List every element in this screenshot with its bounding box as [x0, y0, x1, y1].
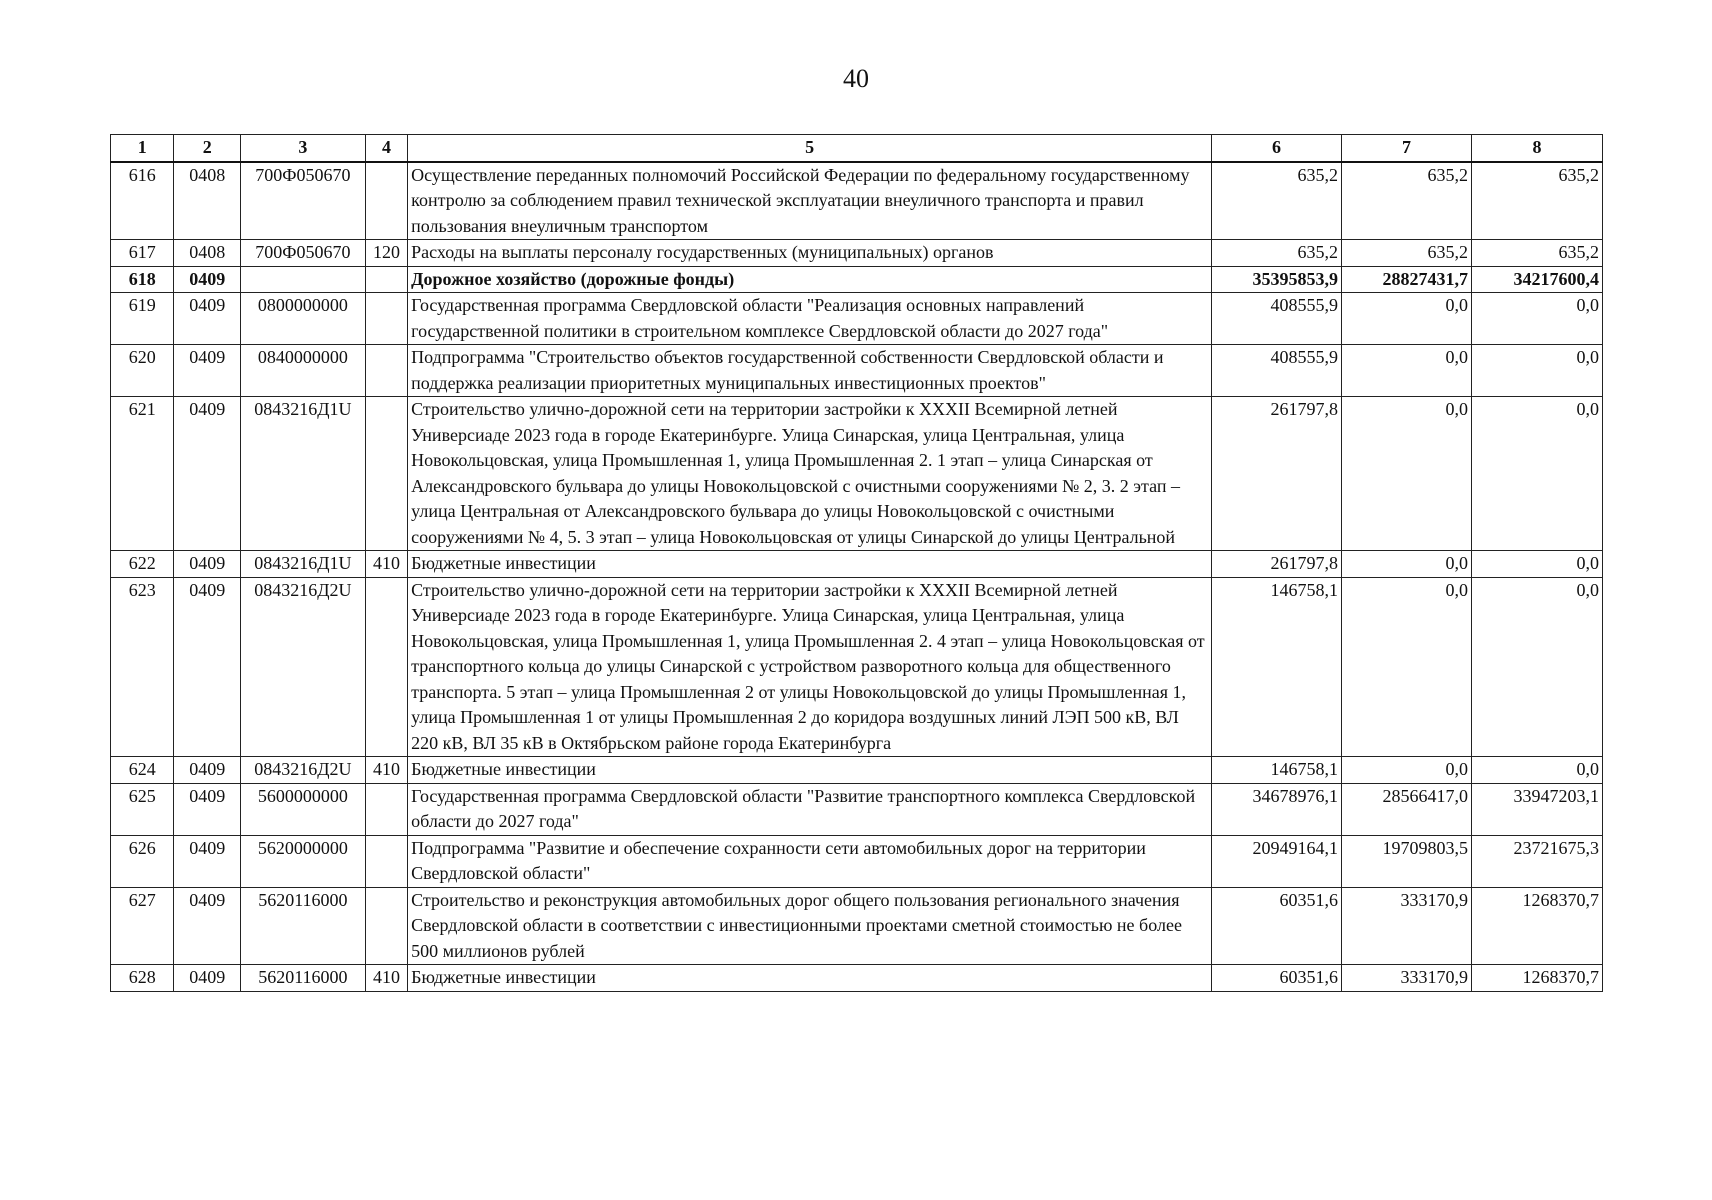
- amount-col8-cell: 34217600,4: [1471, 266, 1602, 293]
- column-header-1: 1: [111, 135, 174, 162]
- column-header-2: 2: [174, 135, 240, 162]
- amount-col6-cell: 261797,8: [1212, 397, 1342, 551]
- expense-type-cell: [365, 162, 407, 240]
- amount-col6-cell: 408555,9: [1212, 345, 1342, 397]
- table-row: [111, 783, 1603, 835]
- description-cell: Государственная программа Свердловской области "Развитие транспортного комплекса Свердловской области до 2027 года": [408, 783, 1212, 835]
- section-code-cell: 0408: [174, 162, 240, 240]
- amount-col7-cell: 28827431,7: [1342, 266, 1472, 293]
- description-cell: Строительство улично-дорожной сети на территории застройки к XXXII Всемирной летней Универсиаде 2023 года в городе Екатеринбурге. Улица Синарская, улица Центральная, улица Новокольцовская, улица Промышленная 1, улица Промышленная 2. 4 этап – улица Новокольцовская от транспортного кольца до улицы Синарской с устройством разворотного кольца для общественного транспорта. 5 этап – улица Промышленная 2 от улицы Новокольцовской до улицы Промышленная 1, улица Промышленная 1 от улицы Промышленная 2 до коридора воздушных линий ЛЭП 500 кВ, ВЛ 220 кВ, ВЛ 35 кВ в Октябрьском районе города Екатеринбурга: [408, 577, 1212, 757]
- column-header-6: 6: [1212, 135, 1342, 162]
- row-number-cell: 616: [111, 162, 174, 240]
- expense-type-cell: [365, 887, 407, 965]
- amount-col7-cell: 333170,9: [1342, 965, 1472, 992]
- expense-type-cell: [365, 397, 407, 551]
- target-article-cell: 5620116000: [240, 965, 365, 992]
- table-row: [111, 345, 1603, 397]
- column-header-5: 5: [408, 135, 1212, 162]
- expense-type-cell: [365, 835, 407, 887]
- description-cell: Дорожное хозяйство (дорожные фонды): [408, 266, 1212, 293]
- amount-col8-cell: 0,0: [1471, 345, 1602, 397]
- description-cell: Строительство улично-дорожной сети на территории застройки к XXXII Всемирной летней Универсиаде 2023 года в городе Екатеринбурге. Улица Синарская, улица Центральная, улица Новокольцовская, улица Промышленная 1, улица Промышленная 2. 1 этап – улица Синарская от Александровского бульвара до улицы Новокольцовской с очистными сооружениями № 2, 3. 2 этап – улица Центральная от Александровского бульвара до улицы Новокольцовской с очистными сооружениями № 4, 5. 3 этап – улица Новокольцовская от улицы Синарской до улицы Центральной: [408, 397, 1212, 551]
- amount-col8-cell: 23721675,3: [1471, 835, 1602, 887]
- section-code-cell: 0409: [174, 783, 240, 835]
- amount-col8-cell: 0,0: [1471, 757, 1602, 784]
- row-number-cell: 626: [111, 835, 174, 887]
- description-cell: Подпрограмма "Строительство объектов государственной собственности Свердловской области и поддержка реализации приоритетных муниципальных инвестиционных проектов": [408, 345, 1212, 397]
- page-number: 40: [843, 64, 869, 93]
- target-article-cell: 5600000000: [240, 783, 365, 835]
- amount-col7-cell: 28566417,0: [1342, 783, 1472, 835]
- amount-col7-cell: 0,0: [1342, 397, 1472, 551]
- description-cell: Бюджетные инвестиции: [408, 965, 1212, 992]
- amount-col8-cell: 1268370,7: [1471, 887, 1602, 965]
- amount-col6-cell: 635,2: [1212, 240, 1342, 267]
- expense-type-cell: 410: [365, 965, 407, 992]
- section-code-cell: 0409: [174, 887, 240, 965]
- amount-col8-cell: 635,2: [1471, 240, 1602, 267]
- row-number-cell: 619: [111, 293, 174, 345]
- section-code-cell: 0409: [174, 551, 240, 578]
- target-article-cell: 0840000000: [240, 345, 365, 397]
- target-article-cell: 0843216Д1U: [240, 551, 365, 578]
- description-cell: Бюджетные инвестиции: [408, 551, 1212, 578]
- row-number-cell: 621: [111, 397, 174, 551]
- expense-type-cell: 120: [365, 240, 407, 267]
- section-code-cell: 0409: [174, 293, 240, 345]
- section-code-cell: 0409: [174, 757, 240, 784]
- amount-col7-cell: 0,0: [1342, 551, 1472, 578]
- column-header-3: 3: [240, 135, 365, 162]
- amount-col7-cell: 19709803,5: [1342, 835, 1472, 887]
- table-row: [111, 551, 1603, 578]
- target-article-cell: 0843216Д2U: [240, 577, 365, 757]
- section-code-cell: 0409: [174, 965, 240, 992]
- amount-col6-cell: 60351,6: [1212, 965, 1342, 992]
- row-number-cell: 624: [111, 757, 174, 784]
- amount-col6-cell: 261797,8: [1212, 551, 1342, 578]
- section-code-cell: 0409: [174, 835, 240, 887]
- amount-col6-cell: 35395853,9: [1212, 266, 1342, 293]
- section-code-cell: 0409: [174, 397, 240, 551]
- amount-col6-cell: 408555,9: [1212, 293, 1342, 345]
- amount-col7-cell: 333170,9: [1342, 887, 1472, 965]
- target-article-cell: 5620116000: [240, 887, 365, 965]
- target-article-cell: 700Ф050670: [240, 162, 365, 240]
- amount-col7-cell: 635,2: [1342, 240, 1472, 267]
- amount-col7-cell: 0,0: [1342, 577, 1472, 757]
- description-cell: Подпрограмма "Развитие и обеспечение сохранности сети автомобильных дорог на территории Свердловской области": [408, 835, 1212, 887]
- row-number-cell: 627: [111, 887, 174, 965]
- target-article-cell: 0843216Д1U: [240, 397, 365, 551]
- expense-type-cell: 410: [365, 757, 407, 784]
- description-cell: Осуществление переданных полномочий Российской Федерации по федеральному государственному контролю за соблюдением правил технической эксплуатации внеуличного транспорта и правил пользования внеуличным транспортом: [408, 162, 1212, 240]
- table-row: [111, 577, 1603, 757]
- expense-type-cell: [365, 345, 407, 397]
- row-number-cell: 625: [111, 783, 174, 835]
- table-row: [111, 293, 1603, 345]
- row-number-cell: 617: [111, 240, 174, 267]
- target-article-cell: 0843216Д2U: [240, 757, 365, 784]
- amount-col6-cell: 146758,1: [1212, 757, 1342, 784]
- amount-col7-cell: 0,0: [1342, 757, 1472, 784]
- column-header-4: 4: [365, 135, 407, 162]
- amount-col8-cell: 0,0: [1471, 551, 1602, 578]
- expense-type-cell: [365, 293, 407, 345]
- expense-type-cell: 410: [365, 551, 407, 578]
- expense-type-cell: [365, 266, 407, 293]
- table-row: [111, 266, 1603, 293]
- amount-col8-cell: 1268370,7: [1471, 965, 1602, 992]
- column-header-7: 7: [1342, 135, 1472, 162]
- section-code-cell: 0409: [174, 345, 240, 397]
- row-number-cell: 623: [111, 577, 174, 757]
- table-row: [111, 835, 1603, 887]
- amount-col7-cell: 635,2: [1342, 162, 1472, 240]
- amount-col6-cell: 60351,6: [1212, 887, 1342, 965]
- budget-table: [110, 134, 1603, 992]
- section-code-cell: 0408: [174, 240, 240, 267]
- table-row: [111, 397, 1603, 551]
- description-cell: Строительство и реконструкция автомобильных дорог общего пользования регионального значения Свердловской области в соответствии с инвестиционными проектами сметной стоимостью не более 500 миллионов рублей: [408, 887, 1212, 965]
- amount-col6-cell: 34678976,1: [1212, 783, 1342, 835]
- expense-type-cell: [365, 783, 407, 835]
- table-row: [111, 162, 1603, 240]
- amount-col6-cell: 20949164,1: [1212, 835, 1342, 887]
- table-body: [111, 162, 1603, 992]
- section-code-cell: 0409: [174, 266, 240, 293]
- section-code-cell: 0409: [174, 577, 240, 757]
- column-header-8: 8: [1471, 135, 1602, 162]
- table-row: [111, 965, 1603, 992]
- table-row: [111, 240, 1603, 267]
- row-number-cell: 622: [111, 551, 174, 578]
- amount-col8-cell: 0,0: [1471, 397, 1602, 551]
- table-row: [111, 887, 1603, 965]
- target-article-cell: 0800000000: [240, 293, 365, 345]
- amount-col6-cell: 635,2: [1212, 162, 1342, 240]
- table-row: [111, 757, 1603, 784]
- amount-col8-cell: 0,0: [1471, 293, 1602, 345]
- target-article-cell: 5620000000: [240, 835, 365, 887]
- target-article-cell: 700Ф050670: [240, 240, 365, 267]
- amount-col8-cell: 0,0: [1471, 577, 1602, 757]
- amount-col7-cell: 0,0: [1342, 345, 1472, 397]
- description-cell: Государственная программа Свердловской области "Реализация основных направлений государственной политики в строительном комплексе Свердловской области до 2027 года": [408, 293, 1212, 345]
- amount-col8-cell: 635,2: [1471, 162, 1602, 240]
- description-cell: Расходы на выплаты персоналу государственных (муниципальных) органов: [408, 240, 1212, 267]
- row-number-cell: 628: [111, 965, 174, 992]
- table-header-row: [111, 135, 1603, 162]
- row-number-cell: 620: [111, 345, 174, 397]
- amount-col7-cell: 0,0: [1342, 293, 1472, 345]
- description-cell: Бюджетные инвестиции: [408, 757, 1212, 784]
- target-article-cell: [240, 266, 365, 293]
- row-number-cell: 618: [111, 266, 174, 293]
- amount-col6-cell: 146758,1: [1212, 577, 1342, 757]
- expense-type-cell: [365, 577, 407, 757]
- amount-col8-cell: 33947203,1: [1471, 783, 1602, 835]
